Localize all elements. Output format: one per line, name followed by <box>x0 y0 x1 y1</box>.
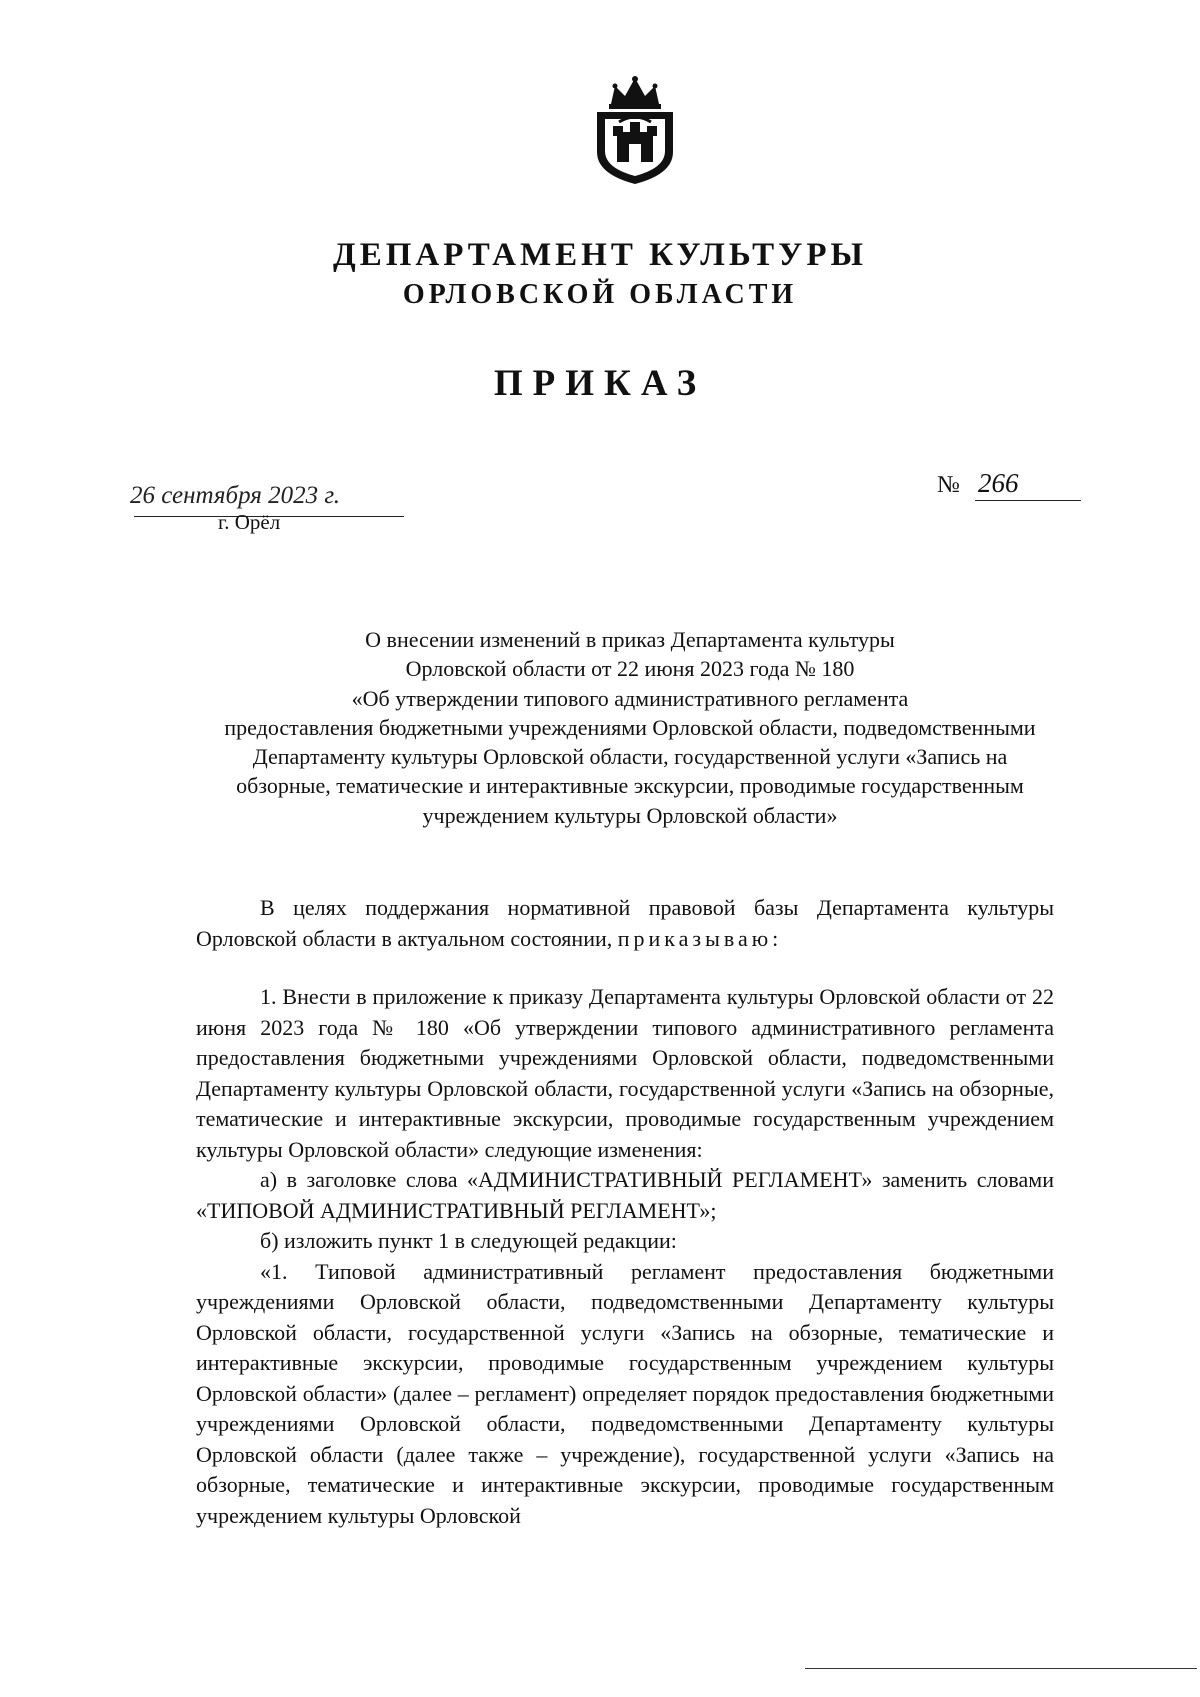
order-body <box>196 893 1054 1531</box>
department-title-line1: ДЕПАРТАМЕНТ КУЛЬТУРЫ <box>333 237 867 273</box>
paragraph-1: 1. Внести в приложение к приказу Департамента культуры Орловской области от 22 июня 2023 года № 180 «Об утверждении типового административного регламента предоставления бюджетными учреждениями Орловской области, подведомственными Департаменту культуры Орловской области, государственной услуги «Запись на обзорные, тематические и интерактивные экскурсии, проводимые государственным учреждением культуры Орловской области» следующие изменения: <box>196 984 1054 1162</box>
subject-line: предоставления бюджетными учреждениями Орловской области, подведомственными <box>224 714 1036 740</box>
subject-line: Департаменту культуры Орловской области, государственной услуги «Запись на <box>252 744 1008 770</box>
preamble-text: В целях поддержания нормативной правовой базы Департамента культуры Орловской области в актуальном состоянии, <box>196 895 1054 951</box>
order-subject <box>190 625 1070 830</box>
subject-line: О внесении изменений в приказ Департамента культуры <box>365 627 895 652</box>
handwritten-number: 266 <box>978 468 1019 498</box>
subparagraph-a: а) в заголовке слова «АДМИНИСТРАТИВНЫЙ РЕГЛАМЕНТ» заменить словами «ТИПОВОЙ АДМИНИСТРАТИВНЫЙ РЕГЛАМЕНТ»; <box>196 1167 1054 1223</box>
quoted-paragraph: «1. Типовой административный регламент предоставления бюджетными учреждениями Орловской области, подведомственными Департаменту культуры Орловской области, государственной услуги «Запись на обзорные, тематические и интерактивные экскурсии, проводимые государственным учреждением культуры Орловской области» (далее – регламент) определяет порядок предоставления бюджетными учреждениями Орловской области, подведомственными Департаменту культуры Орловской области (далее также – учреждение), государственной услуги «Запись на обзорные, тематические и интерактивные экскурсии, проводимые государственным учреждением культуры Орловской <box>196 1258 1054 1528</box>
subject-line: Орловской области от 22 июня 2023 года № 180 <box>405 656 855 682</box>
subparagraph-b: б) изложить пункт 1 в следующей редакции: <box>260 1228 677 1253</box>
handwritten-date: 26 сентября 2023 г. <box>130 482 341 509</box>
preamble-paragraph <box>196 893 1054 954</box>
subject-line: учреждением культуры Орловской области» <box>422 802 838 828</box>
number-underline <box>975 500 1081 501</box>
subject-line: «Об утверждении типового административного регламента <box>351 685 909 711</box>
subject-line: обзорные, тематические и интерактивные экскурсии, проводимые государственным <box>236 773 1024 799</box>
coat-of-arms-icon <box>589 74 681 186</box>
department-title-line2: ОРЛОВСКОЙ ОБЛАСТИ <box>402 279 798 310</box>
document-type-title: ПРИКАЗ <box>493 363 707 404</box>
number-label: № <box>937 472 960 498</box>
city-label: г. Орёл <box>218 510 281 534</box>
order-word: приказываю: <box>617 925 783 951</box>
footer-rule <box>805 1668 1197 1669</box>
